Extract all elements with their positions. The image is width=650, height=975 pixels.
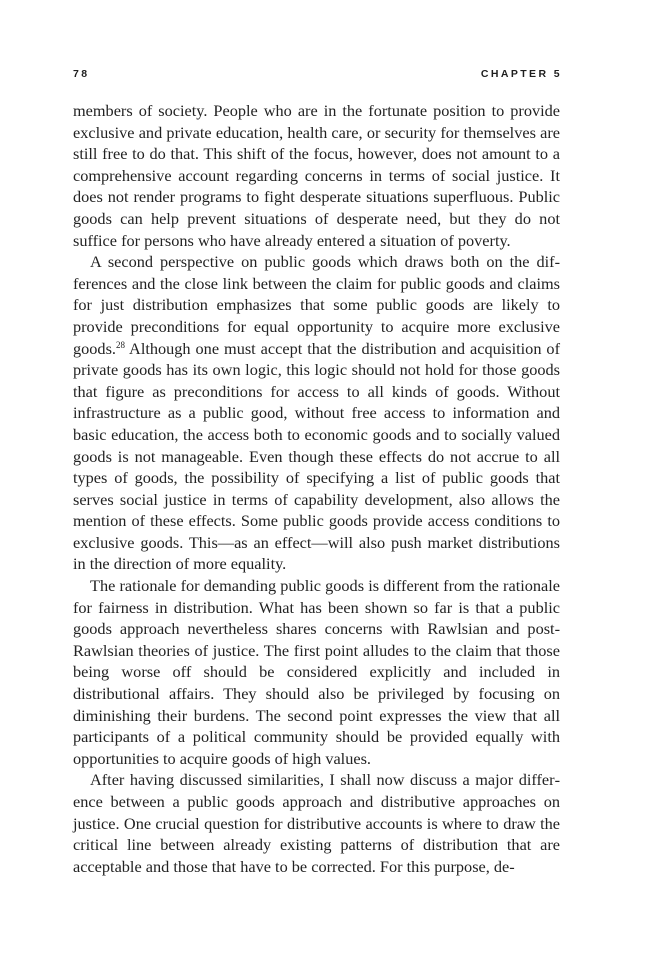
paragraph-4: After having discussed similarities, I shall now discuss a major difference between a public goods approach and distributive approaches on justice. One crucial question for distributive accounts is where to draw the critical line between already existing patterns of distribution that are acceptable and those that have to be corrected. For this purpose, de- xyxy=(73,770,560,876)
footnote-ref-28: 28 xyxy=(115,339,125,350)
chapter-title: CHAPTER 5 xyxy=(480,68,562,80)
paragraph-2-text: A second perspective on public goods which draws both on the differences and the close link between the claim for public goods and claims for just distribution emphasizes that some public goods are likely to provide preconditions for equal opportunity to acquire more exclusive goods. xyxy=(73,252,560,358)
paragraph-2 xyxy=(73,251,560,575)
body-text xyxy=(73,100,560,877)
page-number: 78 xyxy=(73,68,90,80)
running-head xyxy=(73,68,562,84)
paragraph-2-text-continued: Although one must accept that the distribution and acquisition of private goods has its own logic, this logic should not hold for those goods that figure as preconditions for access to all kinds of goods. Without infrastructure as a public good, without free access to information and basic education, the access both to economic goods and to socially valued goods is not manageable. Even though these effects do not accrue to all types of goods, the possibility of specifying a list of public goods that serves social justice in terms of capability development, also allows the mention of these effects. Some public goods provide access conditions to exclusive goods. This—as an effect—will also push market distributions in the direction of more equality. xyxy=(73,338,560,574)
paragraph-1: members of society. People who are in the fortunate position to provide exclusive and private education, health care, or security for themselves are still free to do that. This shift of the focus, however, does not amount to a comprehensive account regarding concerns in terms of social justice. It does not render programs to fight desperate situations superfluous. Public goods can help prevent situations of desperate need, but they do not suffice for persons who have already entered a situation of poverty. xyxy=(73,101,560,250)
paragraph-3: The rationale for demanding public goods is different from the rationale for fairness in distribution. What has been shown so far is that a public goods approach nevertheless shares concerns with Rawlsian and post-Rawlsian theories of justice. The first point alludes to the claim that those being worse off should be considered explicitly and included in distributional affairs. They should also be privileged by focusing on diminishing their burdens. The second point expresses the view that all participants of a political community should be provided equally with opportunities to acquire goods of high values. xyxy=(73,576,560,768)
